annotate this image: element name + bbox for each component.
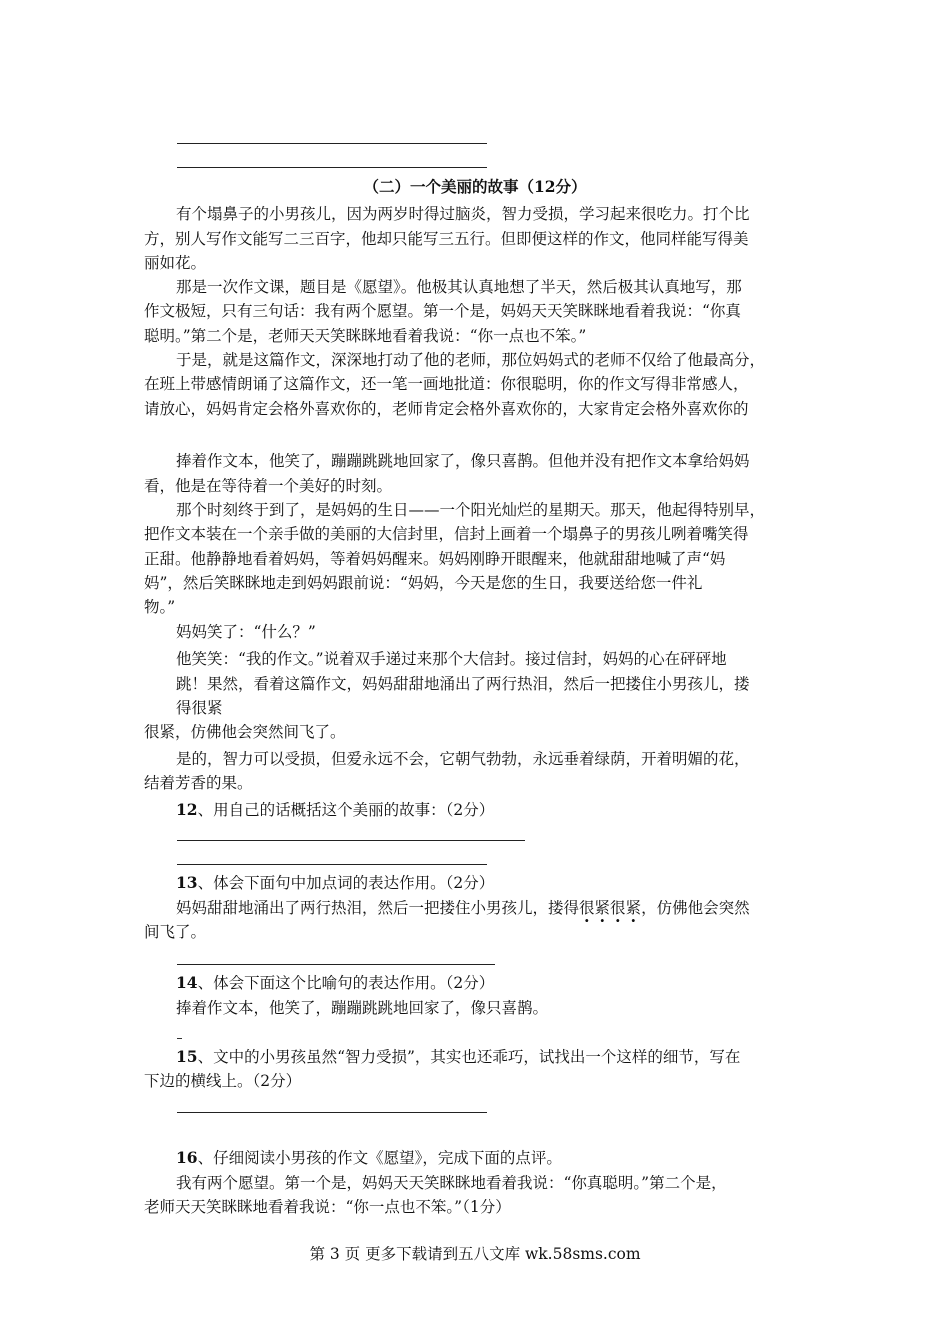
paragraph-line: 很紧，仿佛他会突然间飞了。 xyxy=(144,723,346,741)
paragraph-line: 跳！果然，看着这篇作文，妈妈甜甜地涌出了两行热泪，然后一把搂住小男孩儿，搂 xyxy=(176,675,750,693)
answer-line[interactable] xyxy=(177,964,495,965)
question-number: 16 xyxy=(176,1148,198,1167)
paragraph-line: 结着芳香的果。 xyxy=(144,774,253,792)
question-13-sentence xyxy=(176,896,816,920)
question-13 xyxy=(176,871,816,895)
question-14 xyxy=(176,971,816,995)
answer-line xyxy=(177,143,487,144)
paragraph-line: 间飞了。 xyxy=(144,923,207,941)
paragraph-line: 物。” xyxy=(144,598,176,616)
paragraph-line: 请放心，妈妈肯定会格外喜欢你的，老师肯定会格外喜欢你的，大家肯定会格外喜欢你的 xyxy=(144,400,749,418)
answer-line[interactable] xyxy=(177,840,525,841)
emphasized-char: 很 xyxy=(579,899,595,917)
question-12 xyxy=(176,798,816,822)
question-text: 、文中的小男孩虽然“智力受损”，其实也还乖巧，试找出一个这样的细节，写在 xyxy=(197,1048,741,1066)
paragraph-line: 老师天天笑眯眯地看着我说：“你一点也不笨。”（1分） xyxy=(144,1198,511,1216)
paragraph-line: 妈妈笑了：“什么？” xyxy=(176,623,316,641)
paragraph-line: 作文极短，只有三句话：我有两个愿望。第一个是，妈妈天天笑眯眯地看着我说：“你真 xyxy=(144,302,741,320)
question-text: 、用自己的话概括这个美丽的故事：（2分） xyxy=(197,801,495,819)
paragraph-line: 丽如花。 xyxy=(144,254,207,272)
paragraph-line: 把作文本装在一个亲手做的美丽的大信封里，信封上画着一个塌鼻子的男孩儿咧着嘴笑得 xyxy=(144,525,749,543)
paragraph-line: 在班上带感情朗诵了这篇作文，还一笔一画地批道：你很聪明，你的作文写得非常感人， xyxy=(144,375,749,393)
emphasized-char: 很 xyxy=(610,899,626,917)
question-text: 、仔细阅读小男孩的作文《愿望》，完成下面的点评。 xyxy=(197,1149,562,1167)
paragraph-line: 那是一次作文课，题目是《愿望》。他极其认真地想了半天，然后极其认真地写，那 xyxy=(176,278,742,296)
answer-line[interactable] xyxy=(177,1038,182,1039)
answer-line xyxy=(177,167,487,168)
question-15 xyxy=(176,1045,816,1069)
sentence-text: ，仿佛他会突然 xyxy=(641,899,750,917)
question-number: 12 xyxy=(176,800,198,819)
paragraph-line: 是的，智力可以受损，但爱永远不会，它朝气勃勃，永远垂着绿荫，开着明媚的花， xyxy=(176,750,750,768)
answer-line[interactable] xyxy=(177,864,487,865)
question-16 xyxy=(176,1146,816,1170)
answer-line[interactable] xyxy=(177,1112,487,1113)
paragraph-line: 有个塌鼻子的小男孩儿，因为两岁时得过脑炎，智力受损，学习起来很吃力。打个比 xyxy=(176,205,750,223)
page-footer: 第 3 页 更多下载请到五八文库 wk.58sms.com xyxy=(309,1245,641,1263)
paragraph-line: 聪明。”第二个是，老师天天笑眯眯地看着我说：“你一点也不笨。” xyxy=(144,327,587,345)
emphasized-char: 紧 xyxy=(594,899,611,917)
question-text: 、体会下面句中加点词的表达作用。（2分） xyxy=(197,874,495,892)
paragraph-line: 得很紧 xyxy=(176,699,223,717)
paragraph-line: 妈”，然后笑眯眯地走到妈妈跟前说：“妈妈，今天是您的生日，我要送给您一件礼 xyxy=(144,574,703,592)
paragraph-line: 那个时刻终于到了，是妈妈的生日——一个阳光灿烂的星期天。那天，他起得特别早， xyxy=(176,501,766,519)
paragraph-line: 他笑笑：“我的作文。”说着双手递过来那个大信封。接过信封，妈妈的心在砰砰地 xyxy=(176,650,727,668)
paragraph-line: 捧着作文本，他笑了，蹦蹦跳跳地回家了，像只喜鹊。但他并没有把作文本拿给妈妈 xyxy=(176,452,750,470)
paragraph-line: 于是，就是这篇作文，深深地打动了他的老师，那位妈妈式的老师不仅给了他最高分， xyxy=(176,351,766,369)
paragraph-line: 我有两个愿望。第一个是，妈妈天天笑眯眯地看着我说：“你真聪明。”第二个是， xyxy=(176,1174,727,1192)
paragraph-line: 下边的横线上。（2分） xyxy=(144,1072,302,1090)
emphasized-char: 紧 xyxy=(625,899,642,917)
paragraph-line: 看，他是在等待着一个美好的时刻。 xyxy=(144,477,393,495)
paragraph-line: 正甜。他静静地看着妈妈，等着妈妈醒来。妈妈刚睁开眼醒来，他就甜甜地喊了声“妈 xyxy=(144,550,726,568)
question-14-sentence: 捧着作文本，他笑了，蹦蹦跳跳地回家了，像只喜鹊。 xyxy=(176,999,549,1017)
paragraph-line: 方，别人写作文能写二三百字，他却只能写三五行。但即便这样的作文，他同样能写得美 xyxy=(144,230,749,248)
question-number: 15 xyxy=(176,1047,198,1066)
sentence-text: 妈妈甜甜地涌出了两行热泪，然后一把搂住小男孩儿，搂得 xyxy=(176,899,580,917)
question-text: 、体会下面这个比喻句的表达作用。（2分） xyxy=(197,974,495,992)
question-number: 13 xyxy=(176,873,198,892)
question-number: 14 xyxy=(176,973,198,992)
section-title: （二）一个美丽的故事（12分） xyxy=(363,177,587,196)
